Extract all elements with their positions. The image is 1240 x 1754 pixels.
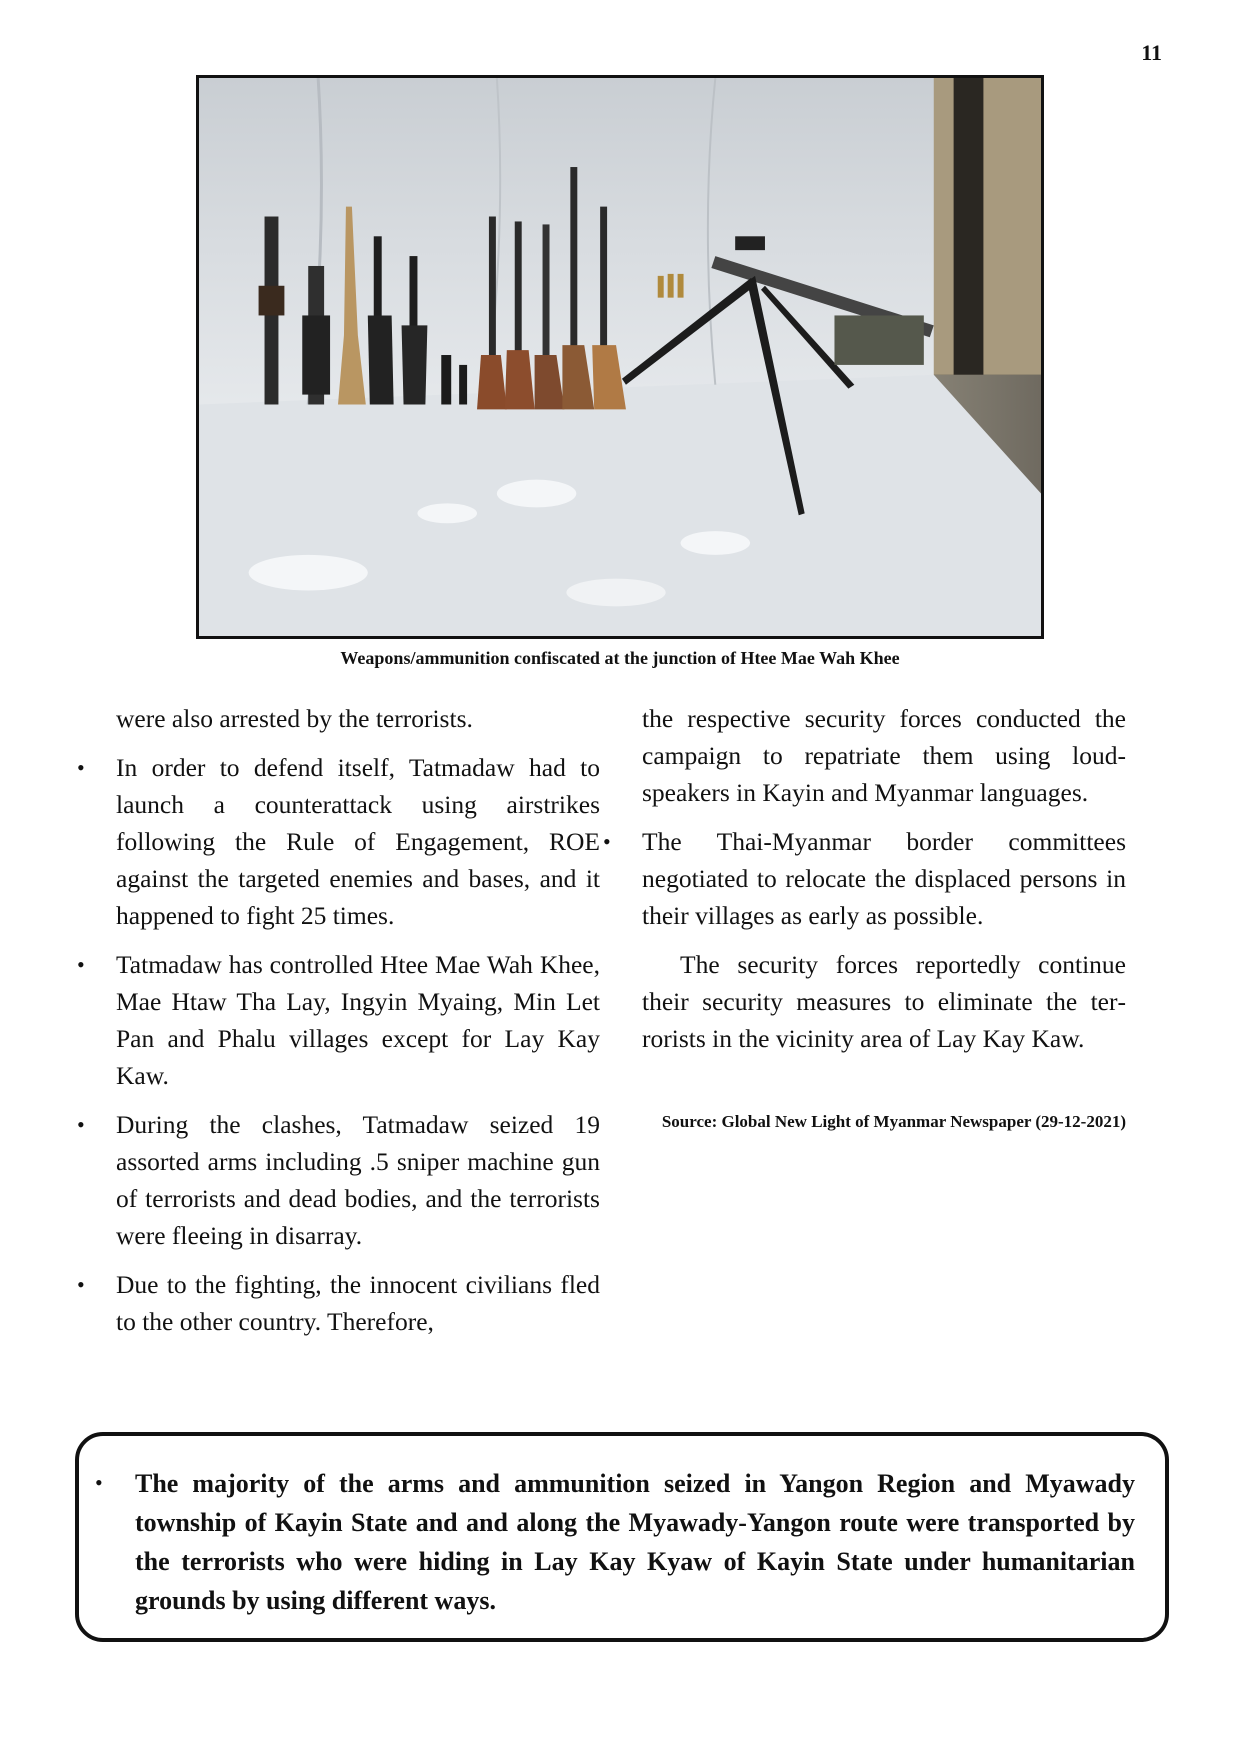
weapons-photo (196, 75, 1044, 639)
bullet-item: • During the clashes, Tatmadaw seized 19 assorted arms including .5 sniper machine gun of terrorists and dead bodies, and the terrorists were fleeing in disarray. (116, 1106, 600, 1254)
source-citation: Source: Global New Light of Myanmar Newspaper (29-12-2021) (661, 1112, 1126, 1131)
right-bullet-list (642, 823, 1126, 934)
closing-paragraph: The security forces reportedly continue their security measures to eliminate the terrorists in the vicinity area of Lay Kay Kaw. (642, 950, 1126, 1053)
right-continuation-text: the respective security forces conducted the campaign to repatriate them using loud-speakers in Kayin and Myanmar languages. (642, 704, 1126, 807)
left-continuation-text: were also arrested by the terrorists. (116, 704, 473, 733)
highlight-notice-box (75, 1432, 1169, 1642)
right-column (642, 700, 1126, 1133)
left-column (116, 700, 600, 1352)
bullet-item: • Due to the fighting, the innocent civilians fled to the other country. Therefore, (116, 1266, 600, 1340)
weapons-photo-illustration (199, 78, 1041, 636)
bullet-item: • The Thai-Myanmar border committees negotiated to relocate the displaced persons in their villages as early as possible. (642, 823, 1126, 934)
photo-caption: Weapons/ammunition confiscated at the junction of Htee Mae Wah Khee (340, 648, 900, 668)
bullet-item: • In order to defend itself, Tatmadaw had to launch a counterattack using airstrikes following the Rule of Engagement, ROE against the targeted enemies and bases, and it happened to fight 25 times. (116, 749, 600, 934)
left-bullet-list (116, 749, 600, 1340)
notice-text: The majority of the arms and ammunition seized in Yangon Region and Myawady township of Kayin State and and along the Myawady-Yangon route were transported by the terrorists who were hiding in Lay Kay Kyaw of Kayin State under humanitarian grounds by using different ways. (135, 1469, 1135, 1615)
page-number: 11 (1141, 40, 1162, 65)
bullet-item: • Tatmadaw has controlled Htee Mae Wah Khee, Mae Htaw Tha Lay, Ingyin Myaing, Min Let Pan and Phalu villages except for Lay Kay Kaw. (116, 946, 600, 1094)
bullet-icon: • (95, 1470, 103, 1495)
